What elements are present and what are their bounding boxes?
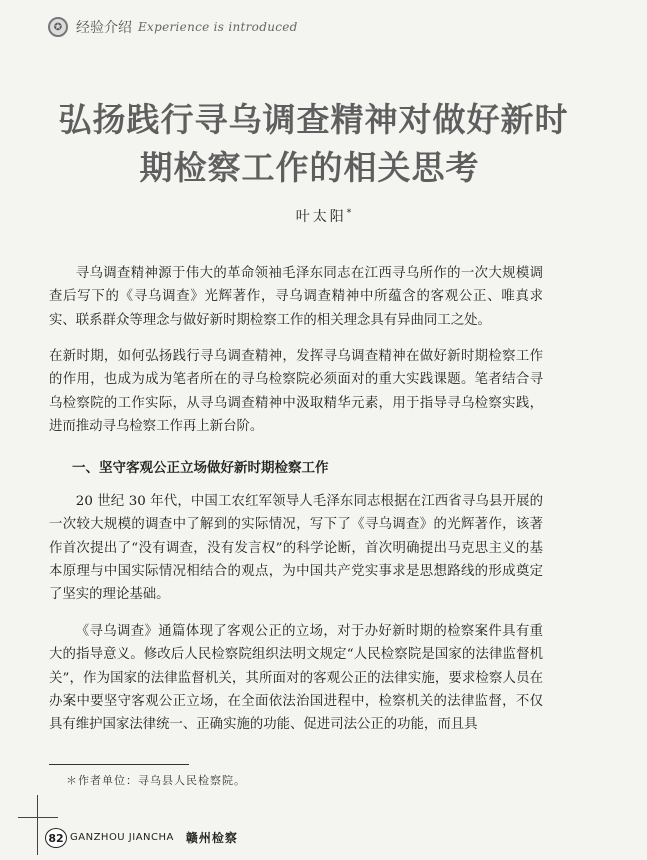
author-name: 叶太阳 bbox=[295, 209, 347, 225]
author bbox=[0, 206, 647, 226]
body-paragraph-1: 20 世纪 30 年代，中国工农红军领导人毛泽东同志根据在江西省寻乌县开展的一次较大规模的调查中了解到的实际情况，写下了《寻乌调查》的光辉著作，该著作首次提出了“没有调查，没有发言权”的科学论断，首次明确提出马克思主义的基本原理与中国实际情况相结合的观点，为中国共产党实事求是思想路线的形成奠定了坚实的理论基础。 bbox=[49, 494, 543, 603]
footnote-rule bbox=[49, 764, 189, 765]
article-title-line1: 弘扬践行寻乌调查精神对做好新时 bbox=[58, 100, 569, 139]
journal-name-en: GANZHOU JIANCHA bbox=[70, 832, 174, 843]
section-header bbox=[48, 15, 298, 39]
crop-mark-horizontal bbox=[18, 817, 58, 818]
body-paragraph-2: 《寻乌调查》通篇体现了客观公正的立场，对于办好新时期的检察案件具有重大的指导意义。修改后人民检察院组织法明文规定“人民检察院是国家的法律监督机关”，作为国家的法律监督机关，其所面对的客观公正的法律实施，要求检察人员在办案中要坚守客观公正立场，在全面依法治国进程中，检察机关的法律监督，不仅具有维护国家法律统一、正确实施的功能、促进司法公正的功能，而且具 bbox=[49, 624, 543, 733]
footnote: ＊作者单位：寻乌县人民检察院。 bbox=[66, 774, 246, 787]
section-heading-1: 一、坚守客观公正立场做好新时期检察工作 bbox=[72, 460, 329, 476]
journal-name bbox=[70, 829, 238, 846]
crop-mark-vertical bbox=[37, 795, 38, 855]
journal-name-cn: 赣州检察 bbox=[185, 831, 238, 845]
abstract-paragraph-1: 寻乌调查精神源于伟大的革命领袖毛泽东同志在江西寻乌所作的一次大规模调查后写下的《寻乌调查》光辉著作，寻乌调查精神中所蕴含的客观公正、唯真求实、联系群众等理念与做好新时期检察工作的相关理念具有异曲同工之处。 bbox=[49, 266, 543, 328]
abstract-paragraph-2: 在新时期，如何弘扬践行寻乌调查精神，发挥寻乌调查精神在做好新时期检察工作的作用，也成为成为笔者所在的寻乌检察院必须面对的重大实践课题。笔者结合寻乌检察院的工作实际，从寻乌调查精神中汲取精华元素，用于指导寻乌检察实践，进而推动寻乌检察工作再上新台阶。 bbox=[49, 349, 543, 434]
emblem-icon: ✪ bbox=[48, 17, 68, 37]
article-title-line2: 期检察工作的相关思考 bbox=[139, 148, 480, 187]
section-title-cn: 经验介绍 bbox=[76, 20, 132, 36]
author-footnote-mark: * bbox=[346, 208, 352, 219]
section-title-en: Experience is introduced bbox=[138, 20, 298, 34]
page-number: 82 bbox=[45, 828, 67, 848]
